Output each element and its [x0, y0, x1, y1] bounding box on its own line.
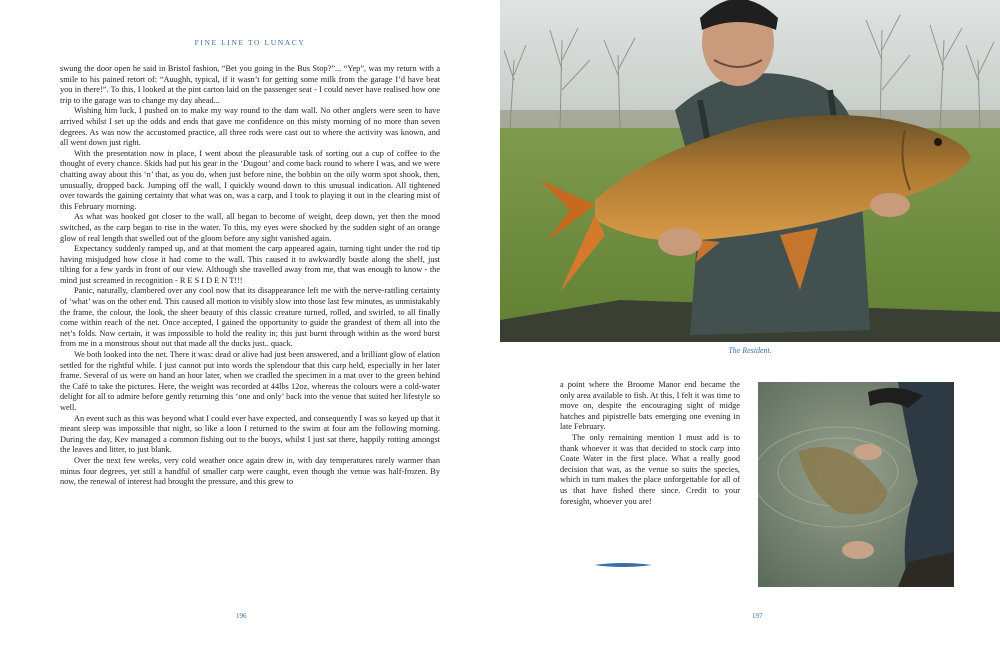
paragraph: Panic, naturally, clambered over any cool now that its disappearance left me with the nerve-rattling certainty of ‘what’ was on the other end. This caused all motion to visibly slow into those last few minutes, as unmistakably the frame, the colour, the look, the sheer beauty of this classic creature turned, rolled, and swirled, to all finally come within reach of the net. Once accepted, I gained the opportunity to guide the grandest of them all into the net’s folds. Now certain, it was impossible to hold the reality in; this just burnt through within as the word burst from me in a monstrous shout out that made all the ducks just.. quack. [60, 286, 440, 349]
paragraph: Over the next few weeks, very cold weather once again drew in, with day temperatures rarely warmer than minus four degrees, yet still a handful of smaller carp were caught, even though the venue was half-frozen. By now, the renewal of interest had brought the pressure, and this grew to [60, 455, 440, 487]
paragraph: a point where the Broome Manor end became the only area available to fish. At this, I felt it was time to move on, despite the encouraging sight of midge hatches and pipistrelle bats emerging one evening in late February. [560, 380, 740, 432]
angler-holding-carp-photo [500, 0, 1000, 342]
paragraph: The only remaining mention I must add is to thank whoever it was that decided to stock carp into Coate Water in the first place. What a really good decision that was, as the venue so suits the species, which in turn makes the place unforgettable for all of us that have fished there since. Credit to your foresight, whoever you are! [560, 432, 740, 506]
paragraph: Expectancy suddenly ramped up, and at that moment the carp appeared again, turning tight under the rod tip having misjudged how close it had come to the wall. This caused it to awkwardly bustle along the shelf, just tilting for a few yards in front of our view. Although she travelled away from me, that was enough to know - the mind just screamed in recognition - R E S I D E N T!!! [60, 244, 440, 285]
paragraph: With the presentation now in place, I went about the pleasurable task of sorting out a cup of coffee to the thought of every chance. Skids had put his gear in the ‘Dugout’ and come back round to where I was, and we were chatting away about this ‘n’ that, as you do, when just before nine, the bobbin on the oily worm spot shook, then, unusually, dropped back. Jumping off the wall, I quickly wound down to this unusual indication. All tightened over towards the gaining certainty that what was on, was a carp, and I took to playing it out in the clearing mist of this February morning. [60, 148, 440, 211]
right-body-text [560, 380, 740, 507]
carp-release-photo [758, 382, 954, 587]
paragraph: swung the door open he said in Bristol fashion, “Bet you going in the Bus Stop?”... “Yep”, was my return with a smile to his pained retort of: “Auughh, typical, if it wasn’t for getting some milk from the garage I’d have beat you in there!”. To this, I looked at the pint carton laid on the passenger seat - I could never have realised how one trip to the garage was to change my day ahead... [60, 64, 440, 105]
page-number-right: 197 [752, 612, 763, 620]
page-number-left: 196 [236, 612, 247, 620]
paragraph: We both looked into the net. There it was: dead or alive had just been answered, and a brilliant glow of elation settled for the rightful while. I just cannot put into words the splendour that this carp held, especially in her later frame. Several of us were on hand an hour later, when we cradled the specimen in a mat over to the green behind the Café to take the pictures. Here, the weight was recorded at 44lbs 12oz, whereas the colours were a cold-water delight for all to admire before gently returning this ‘one and only’ back into the venue that suited her lifestyle so well. [60, 350, 440, 412]
left-body-text [60, 64, 440, 488]
paragraph: Wishing him luck, I pushed on to make my way round to the dam wall. No other anglers were seen to have arrived whilst I set up the odds and ends that gave me confidence on this misty morning of no more than seven degrees. As was now the accustomed practice, all three rods were cast out to where the activity was known, and all went down just right. [60, 106, 440, 148]
section-ornament [594, 562, 652, 568]
running-head: FINE LINE TO LUNACY [194, 38, 306, 47]
right-page [500, 0, 1000, 654]
paragraph: As what was hooked got closer to the wall, all began to become of weight, deep down, yet then the mood switched, as the carp began to rise in the water. To this, my eyes were shocked by the sudden sight of an orange glow of real length that swelled out of the gloom before any sight vanished again. [60, 212, 440, 243]
paragraph: An event such as this was beyond what I could ever have expected, and consequently I was so keyed up that it meant sleep was impossible that night, so like a loon I returned to the swim at four am the following morning. During the day, Kev managed a common fishing out to the buoys, whilst I just sat there, happily rotting amongst the leaves and litter, to just blank. [60, 413, 440, 455]
photo-caption: The Resident. [728, 346, 772, 355]
